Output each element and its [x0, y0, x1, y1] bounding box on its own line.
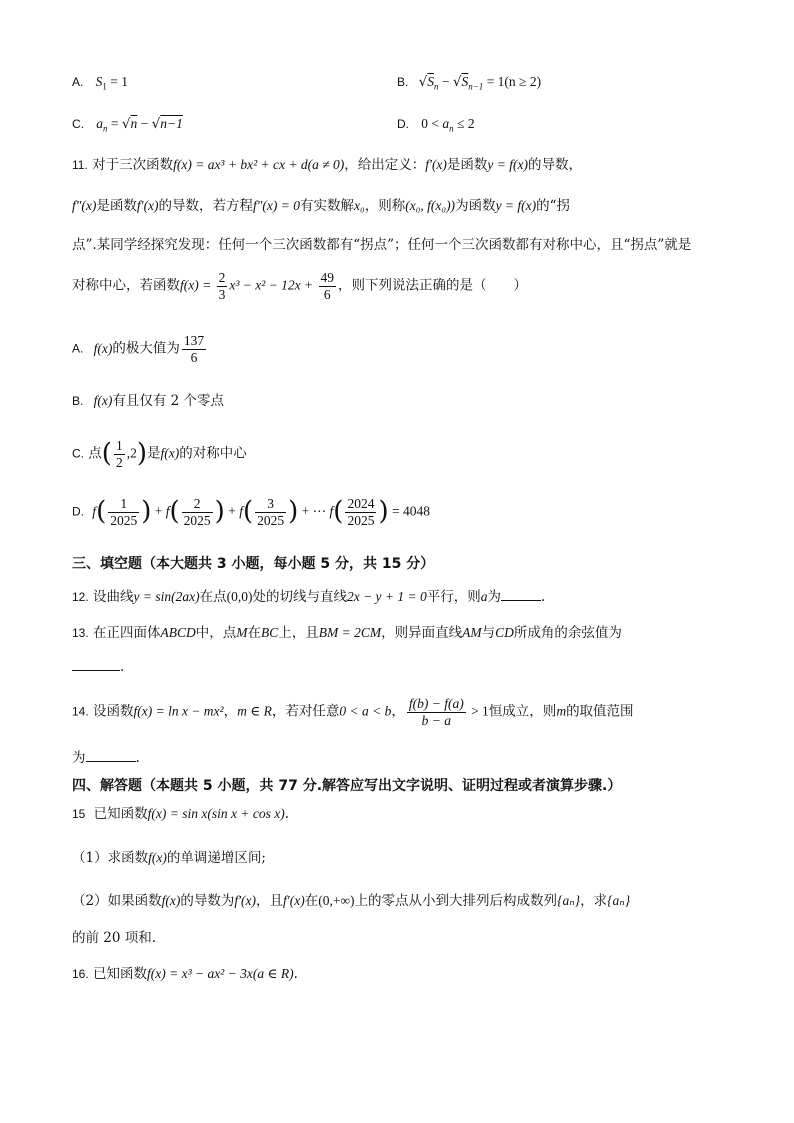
fraction: $\frac{2}{3}$ — [218, 270, 226, 302]
answer-blank[interactable] — [86, 749, 136, 762]
fraction: $\frac{2024}{2025}$ — [347, 496, 375, 528]
fraction: $\frac{2}{2025}$ — [183, 496, 211, 528]
section-4-title: 四、解答题（本题共 5 小题，共 77 分.解答应写出文字说明、证明过程或者演算步骤.） — [72, 778, 622, 794]
q13: 13. 在正四面体ABCD中，点M在BC上，且BM = 2CM，则异面直线AM与CD所成角的余弦值为 — [72, 625, 622, 641]
q11-option-c[interactable]: C. 点( $\frac{1}{2}$ ,2)是f(x)的对称中心 — [72, 438, 247, 470]
section-3-title: 三、填空题（本大题共 3 小题，每小题 5 分，共 15 分） — [72, 556, 435, 572]
q11-option-d[interactable]: D. f( $\frac{1}{2025}$ ) + f( $\frac{2}{2025}$ ) + f( $\frac{3}{2025}$ ) + ⋯ f( $\frac{2024}{2025}$ ) = 4048 — [72, 496, 430, 528]
fraction: $\frac{1}{2}$ — [115, 438, 123, 470]
fraction: $\frac{3}{2025}$ — [257, 496, 285, 528]
q14-blank-line: 为 . — [72, 750, 140, 766]
q12: 12. 设曲线y = sin(2ax)在点(0,0)处的切线与直线2x − y + 1 = 0平行，则a为 . — [72, 589, 546, 605]
fraction: $\frac{f(b) - f(a)}{b - a}$ — [408, 696, 464, 728]
q11-option-a[interactable]: A. f(x)的极大值为 $\frac{137}{6}$ — [72, 333, 205, 365]
answer-blank[interactable] — [72, 658, 120, 671]
q14: 14. 设函数f(x) = ln x − mx²，m ∈ R，若对任意0 < a < b， $\frac{f(b) - f(a)}{b - a}$ > 1恒成立，则m的取值范围 — [72, 696, 634, 728]
q11-stem-line1: 11. 对于三次函数f(x) = ax³ + bx² + cx + d(a ≠ 0)，给出定义：f′(x)是函数y = f(x)的导数， — [72, 157, 583, 173]
q10-option-c[interactable]: C. $a_n = √n - √n-1$ — [72, 116, 183, 134]
q15-part2: （2）如果函数f(x)的导数为f′(x)，且f′(x)在(0,+∞)上的零点从小到大排列后构成数列{aₙ}，求{aₙ} — [72, 893, 631, 909]
q10-option-d[interactable]: D. $0 < a_n \le 2$ — [397, 116, 475, 134]
q11-stem-line2: f″(x)是函数f′(x)的导数，若方程f″(x) = 0有实数解x₀，则称(x₀, f(x₀))为函数y = f(x)的“拐 — [72, 198, 571, 214]
q15-stem: 15 已知函数f(x) = sin x(sin x + cos x). — [72, 806, 290, 822]
q13-blank-line: . — [72, 658, 124, 675]
q11-stem-line3: 点”.某同学经探究发现：任何一个三次函数都有“拐点”；任何一个三次函数都有对称中心，且“拐点”就是 — [72, 237, 692, 253]
q16-stem: 16. 已知函数f(x) = x³ − ax² − 3x(a ∈ R). — [72, 966, 298, 982]
fraction: $\frac{137}{6}$ — [183, 333, 205, 365]
q10-option-a[interactable]: A. $S_1 = 1$ — [72, 74, 129, 92]
fraction: $\frac{49}{6}$ — [320, 270, 334, 302]
q10-option-b[interactable]: B. $√S_n - √S_{n-1} = 1(n \ge 2)$ — [397, 74, 542, 92]
answer-blank[interactable] — [501, 588, 541, 601]
q11-stem-line4: 对称中心，若函数f(x) = $\frac{2}{3}$ x³ − x² − 12x + $\frac{49}{6}$ ，则下列说法正确的是（ ） — [72, 270, 527, 302]
fraction: $\frac{1}{2025}$ — [110, 496, 138, 528]
q15-part1: （1）求函数f(x)的单调递增区间; — [72, 850, 266, 866]
q15-part2-cont: 的前 20 项和. — [72, 930, 157, 946]
q11-option-b[interactable]: B. f(x)有且仅有 2 个零点 — [72, 393, 225, 409]
